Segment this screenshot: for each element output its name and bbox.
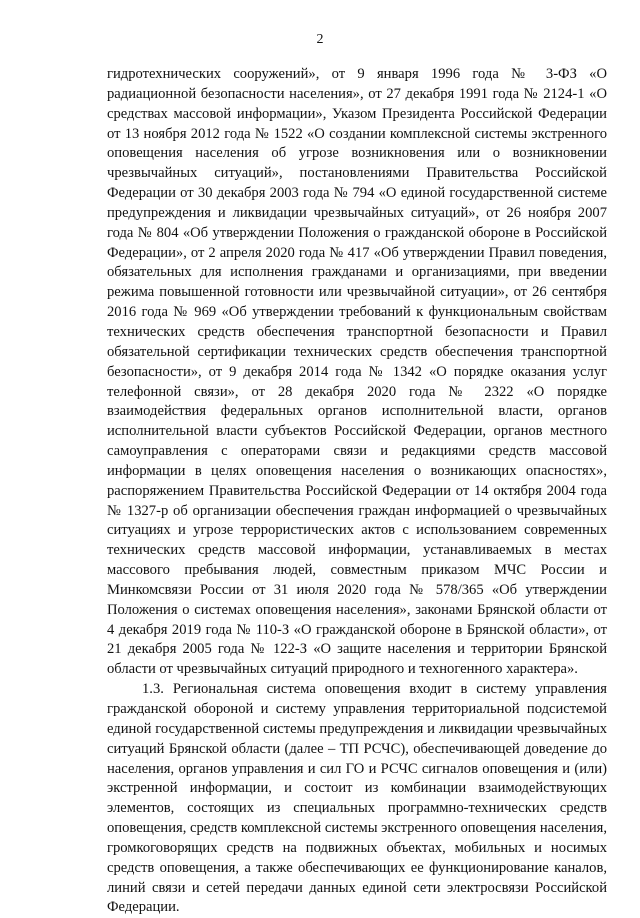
page-number: 2 (316, 32, 324, 47)
paragraph-1-3-regional-warning-system: 1.3. Региональная система оповещения входит в систему управления гражданской обороной и систему управления территориальной подсистемой единой государственной системы предупреждения и ликвидации чрезвычайных ситуаций Брянской области (далее – ТП РСЧС), обеспечивающей доведение до населения, органов управления и сил ГО и РСЧС сигналов оповещения и (или) экстренной информации, и состоит из комбинации взаимодействующих элементов, состоящих из специальных программно-технических средств оповещения, средств комплексной системы экстренного оповещения населения, громкоговорящих средств на подвижных объектах, мобильных и носимых средств оповещения, а также обеспечивающих ее функционирование каналов, линий связи и сетей передачи данных единой сети электросвязи Российской Федерации. (107, 681, 607, 916)
body-text (107, 65, 607, 918)
paragraph-legal-basis: гидротехнических сооружений», от 9 января 1996 года № 3-ФЗ «О радиационной безопасности населения», от 27 декабря 1991 года № 2124-1 «О средствах массовой информации», Указом Президента Российской Федерации от 13 ноября 2012 года № 1522 «О создании комплексной системы экстренного оповещения населения об угрозе возникновения или о возникновении чрезвычайных ситуаций», постановлениями Правительства Российской Федерации от 30 декабря 2003 года № 794 «О единой государственной системе предупреждения и ликвидации чрезвычайных ситуаций», от 26 ноября 2007 года № 804 «Об утверждении Положения о гражданской обороне в Российской Федерации», от 2 апреля 2020 года № 417 «Об утверждении Правил поведения, обязательных для исполнения гражданами и организациями, при введении режима повышенной готовности или чрезвычайной ситуации», от 26 сентября 2016 года № 969 «Об утверждении требований к функциональным свойствам технических средств обеспечения транспортной безопасности и Правил обязательной сертификации технических средств обеспечения транспортной безопасности», от 9 декабря 2014 года № 1342 «О порядке оказания услуг телефонной связи», от 28 декабря 2020 года № 2322 «О порядке взаимодействия федеральных органов исполнительной власти, органов исполнительной власти субъектов Российской Федерации, органов местного самоуправления с операторами связи и редакциями средств массовой информации в целях оповещения населения о возникающих опасностях», распоряжением Правительства Российской Федерации от 14 октября 2004 года № 1327-р об организации обеспечения граждан информацией о чрезвычайных ситуациях и угрозе террористических актов с использованием современных технических средств массовой информации, устанавливаемых в местах массового пребывания людей, совместным приказом МЧС России и Минкомсвязи России от 31 июля 2020 года № 578/365 «Об утверждении Положения о системах оповещения населения», законами Брянской области от 4 декабря 2019 года № 110-З «О гражданской обороне в Брянской области», от 21 декабря 2005 года № 122-З «О защите населения и территории Брянской области от чрезвычайных ситуаций природного и техногенного характера». (107, 66, 607, 678)
